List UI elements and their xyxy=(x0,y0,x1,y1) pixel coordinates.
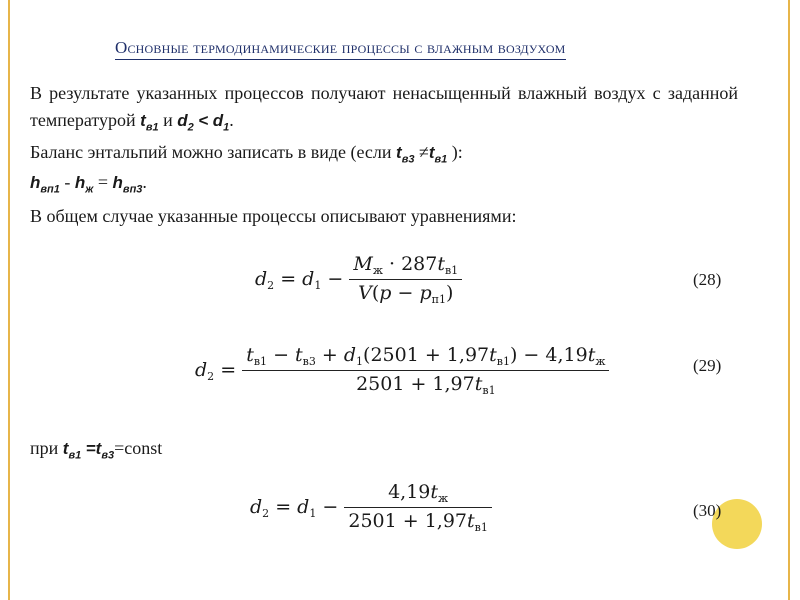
eq30-number: (30) xyxy=(693,501,722,520)
var-t-b1: $t_{в1}$ xyxy=(428,143,448,166)
var-d2: $d_2$ xyxy=(177,111,194,134)
balance-text: Баланс энтальпий можно записать в виде (если xyxy=(30,142,392,162)
neq-sign: ≠ xyxy=(418,142,429,162)
right-border-line xyxy=(788,0,790,600)
enthalpy-line xyxy=(30,172,147,195)
intro-paragraph xyxy=(30,80,738,141)
period: . xyxy=(142,172,147,192)
condition-line: при $t_{в1}$ $=t_{в3}=const$ xyxy=(30,438,163,462)
lt-sign: < xyxy=(198,111,209,130)
equation-30: $d_2 = d_1$ − $\frac{4,19t_ж}{2501 + 1,97t_{в1}}$ xyxy=(250,481,492,534)
eq29-fraction: $\frac{t_{в1} - t_{в3} + d_1(2501 + 1,97t_{в1}) - 4,19t_ж}{2501 + 1,97t_{в1}}$ xyxy=(242,344,609,397)
close-paren: ): xyxy=(451,142,463,162)
var-h2: $h_ж$ xyxy=(74,173,94,196)
eq-sign: = xyxy=(97,172,109,192)
equation-28: $d_2 = d_1$ − $\frac{M_ж \cdot 287t_{в1}}{V(p - p_{п1})}$ xyxy=(255,253,462,306)
var-d1: $d_1$ xyxy=(212,111,230,134)
eq29-number: (29) xyxy=(693,356,722,375)
var-h3: $h_{вп3}$ xyxy=(112,173,143,196)
eq28-fraction: $\frac{M_ж \cdot 287t_{в1}}{V(p - p_{п1})}$ xyxy=(349,253,462,306)
general-line: В общем случае указанные процессы описывают уравнениями: xyxy=(30,206,517,226)
minus-sign: - xyxy=(64,172,71,192)
eq28-number: (28) xyxy=(693,270,722,289)
var-h1: $h_{вп1}$ xyxy=(30,173,60,196)
var-t: $t_{в1}$ xyxy=(140,111,159,134)
equation-29: $d_2$ = $\frac{t_{в1} - t_{в3} + d_1(2501 + 1,97t_{в1}) - 4,19t_ж}{2501 + 1,97t_{в1}}$ xyxy=(195,344,609,397)
var-t-b3: $t_{в3}$ xyxy=(396,143,415,166)
left-border-line xyxy=(8,0,10,600)
eq30-fraction: $\frac{4,19t_ж}{2501 + 1,97t_{в1}}$ xyxy=(344,481,492,534)
period: . xyxy=(229,110,234,130)
and-word: и xyxy=(163,110,173,130)
balance-line xyxy=(30,142,463,165)
intro-text: В результате указанных процессов получают ненасыщенный влажный воздух с заданной температурой xyxy=(30,83,738,130)
slide-title: Основные термодинамические процессы с влажным воздухом xyxy=(115,38,566,60)
